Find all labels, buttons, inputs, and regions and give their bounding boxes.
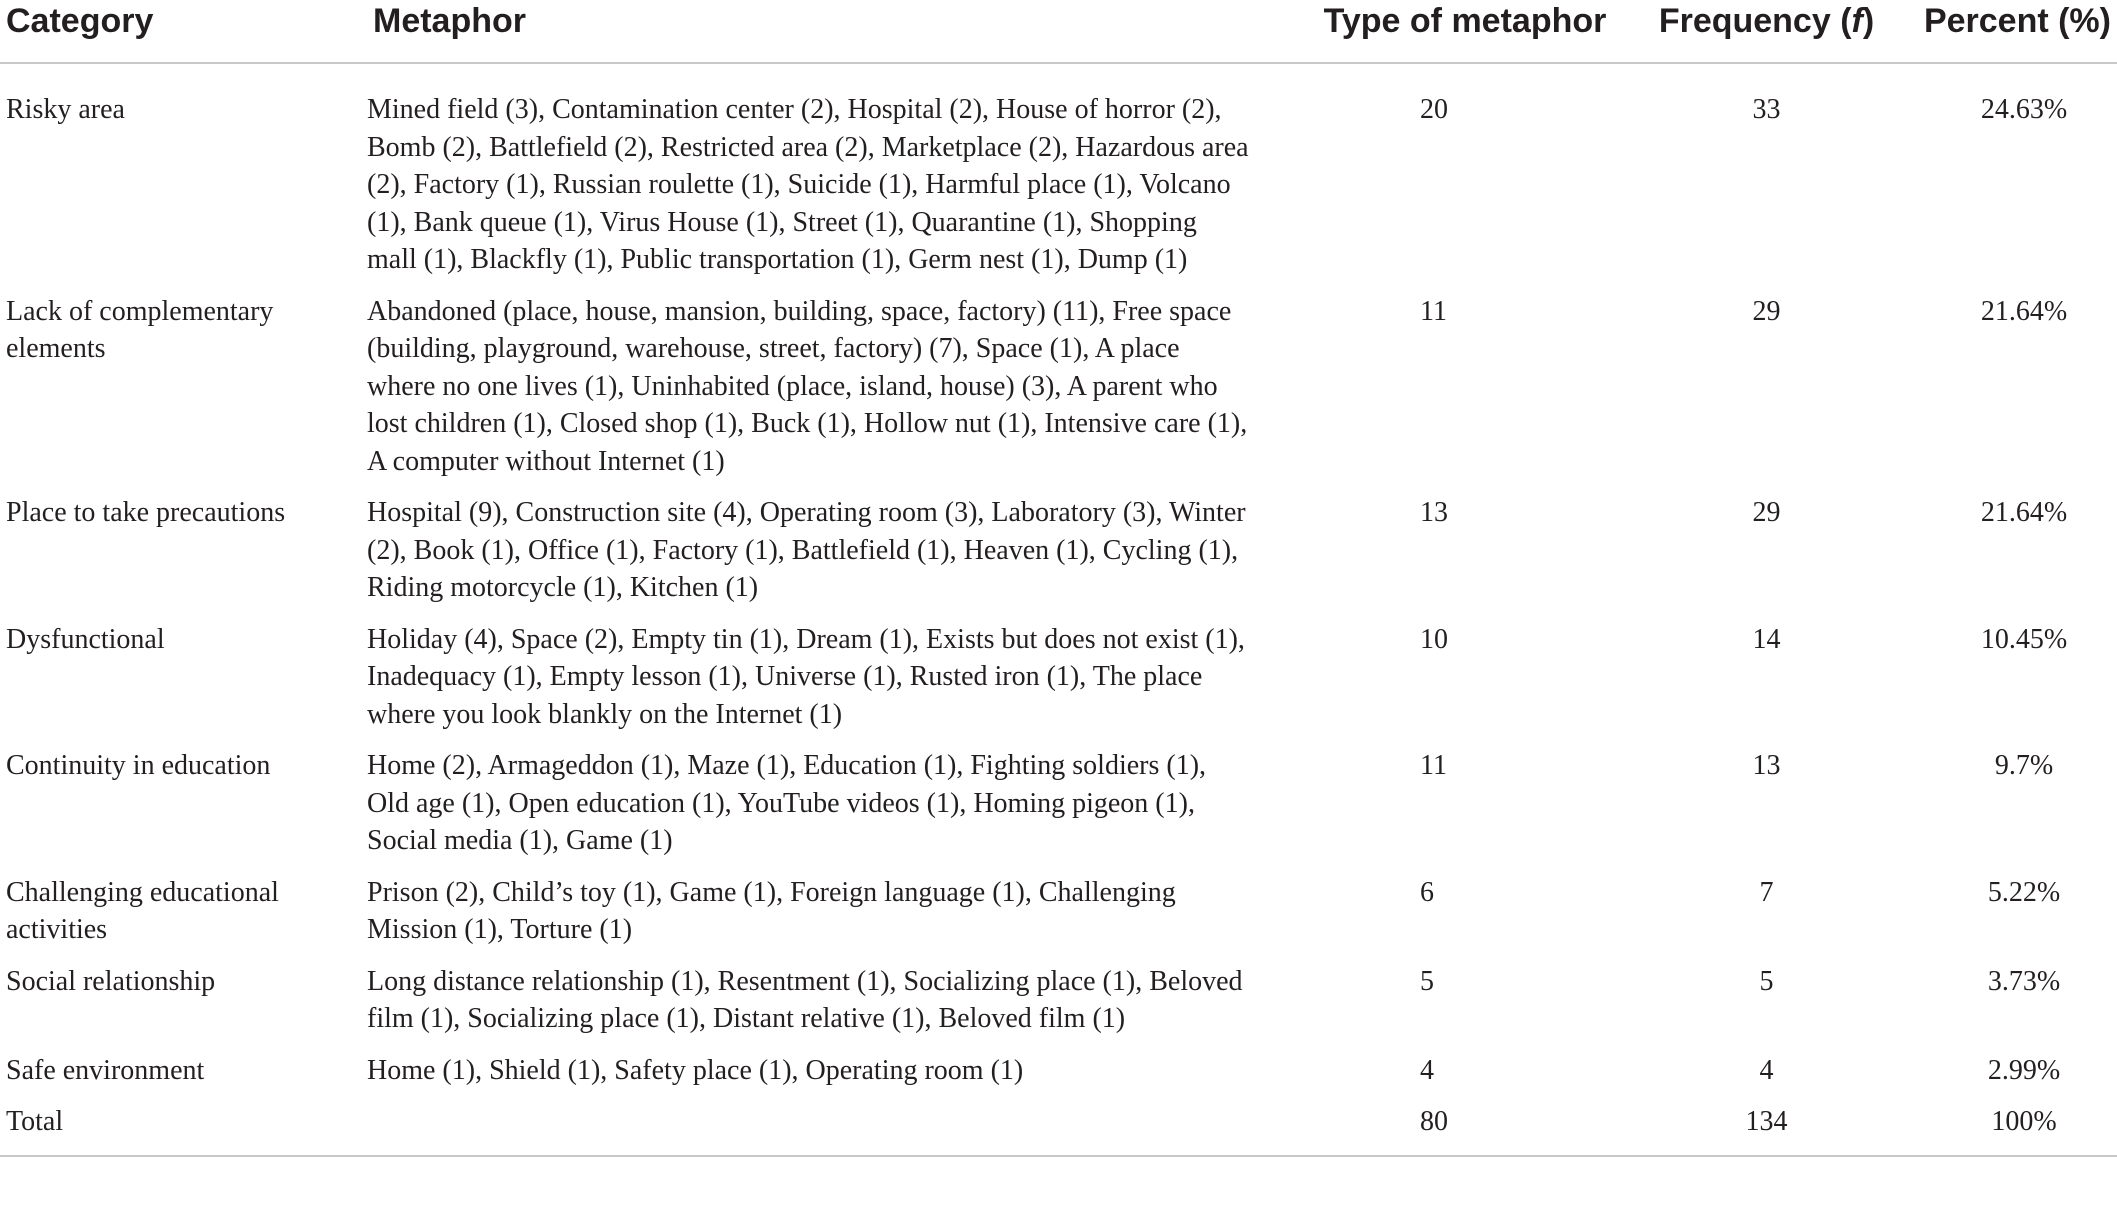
cell-category: Risky area	[6, 94, 125, 125]
cell-metaphor: Long distance relationship (1), Resentment (1), Socializing place (1), Beloved film (1), Socializing place (1), Distant relative (1), Beloved film (1)	[367, 965, 1243, 1034]
cell-category: Social relationship	[6, 965, 216, 997]
cell-type: 10	[1420, 623, 1448, 655]
cell-metaphor: Prison (2), Child’s toy (1), Game (1), Foreign language (1), Challenging Mission (1), Torture (1)	[367, 876, 1176, 945]
cell-percent: 24.63%	[1980, 94, 2068, 125]
cell-total-percent: 100%	[1893, 1103, 2117, 1156]
cell-type: 5	[1420, 965, 1434, 997]
table-row	[0, 963, 2117, 1052]
cell-metaphor: Holiday (4), Space (2), Empty tin (1), Dream (1), Exists but does not exist (1), Inadequacy (1), Empty lesson (1), Universe (1), Rusted iron (1), The place where you look blankly on the Internet (1)	[367, 623, 1245, 730]
header-metaphor: Metaphor	[367, 0, 1270, 63]
cell-total-frequency: 134	[1640, 1103, 1893, 1156]
table-row	[0, 621, 2117, 748]
table-row	[0, 494, 2117, 621]
cell-frequency: 13	[1752, 750, 1781, 781]
cell-type: 4	[1420, 1054, 1434, 1086]
cell-frequency: 14	[1752, 623, 1781, 655]
cell-metaphor: Abandoned (place, house, mansion, building, space, factory) (11), Free space (building, playground, warehouse, street, factory) (7), Space (1), A place where no one lives (1), Uninhabited (place, island, house) (3), A parent who lost children (1), Closed shop (1), Buck (1), Hollow nut (1), Intensive care (1), A computer without Internet (1)	[367, 295, 1248, 477]
cell-frequency: 7	[1759, 876, 1774, 908]
cell-metaphor: Home (2), Armageddon (1), Maze (1), Education (1), Fighting soldiers (1), Old age (1), Open education (1), YouTube videos (1), Homing pigeon (1), Social media (1), Game (1)	[367, 750, 1207, 856]
cell-frequency: 5	[1759, 965, 1774, 997]
cell-type: 11	[1420, 295, 1447, 327]
table-body	[0, 63, 2117, 1156]
cell-percent: 21.64%	[1980, 497, 2068, 528]
header-category: Category	[0, 0, 367, 63]
cell-total-type: 80	[1270, 1103, 1640, 1156]
cell-percent: 9.7%	[1994, 750, 2054, 781]
cell-category: Continuity in education	[6, 750, 271, 781]
table-row	[0, 293, 2117, 495]
header-frequency-post: )	[1862, 2, 1875, 40]
cell-type: 6	[1420, 876, 1434, 908]
cell-frequency: 29	[1752, 497, 1781, 528]
cell-percent: 5.22%	[1987, 876, 2061, 908]
cell-total-label: Total	[0, 1103, 367, 1156]
cell-category: Challenging educational activities	[6, 876, 279, 945]
cell-frequency: 33	[1752, 94, 1781, 125]
header-percent: Percent (%)	[1893, 0, 2117, 63]
header-frequency-f: f	[1851, 2, 1863, 40]
cell-percent: 10.45%	[1980, 623, 2068, 655]
cell-metaphor: Mined field (3), Contamination center (2), Hospital (2), House of horror (2), Bomb (2), Battlefield (2), Restricted area (2), Marketplace (2), Hazardous area (2), Factory (1), Russian roulette (1), Suicide (1), Harmful place (1), Volcano (1), Bank queue (1), Virus House (1), Street (1), Quarantine (1), Shopping mall (1), Blackfly (1), Public transportation (1), Germ nest (1), Dump (1)	[367, 94, 1249, 275]
cell-category: Dysfunctional	[6, 623, 165, 655]
table-row	[0, 874, 2117, 963]
cell-frequency: 4	[1759, 1054, 1774, 1086]
cell-percent: 2.99%	[1987, 1054, 2061, 1086]
header-row	[0, 0, 2117, 63]
cell-frequency: 29	[1752, 295, 1781, 327]
cell-category: Lack of complementary elements	[6, 295, 274, 364]
cell-total-metaphor	[367, 1103, 1270, 1156]
header-frequency-pre: Frequency (	[1658, 2, 1852, 40]
total-row	[0, 1103, 2117, 1156]
cell-type: 11	[1420, 750, 1447, 781]
table-row	[0, 63, 2117, 293]
cell-category: Place to take precautions	[6, 497, 286, 528]
table-row	[0, 1052, 2117, 1104]
cell-type: 20	[1420, 94, 1448, 125]
table-header	[0, 0, 2117, 63]
cell-percent: 3.73%	[1987, 965, 2061, 997]
cell-category: Safe environment	[6, 1054, 205, 1086]
cell-metaphor: Home (1), Shield (1), Safety place (1), Operating room (1)	[367, 1054, 1024, 1086]
header-frequency	[1640, 0, 1893, 63]
cell-metaphor: Hospital (9), Construction site (4), Operating room (3), Laboratory (3), Winter (2), Book (1), Office (1), Factory (1), Battlefield (1), Heaven (1), Cycling (1), Riding motorcycle (1), Kitchen (1)	[367, 497, 1246, 603]
table-row	[0, 747, 2117, 874]
header-type-of-metaphor: Type of metaphor	[1270, 0, 1640, 63]
cell-type: 13	[1420, 497, 1448, 528]
cell-percent: 21.64%	[1980, 295, 2068, 327]
